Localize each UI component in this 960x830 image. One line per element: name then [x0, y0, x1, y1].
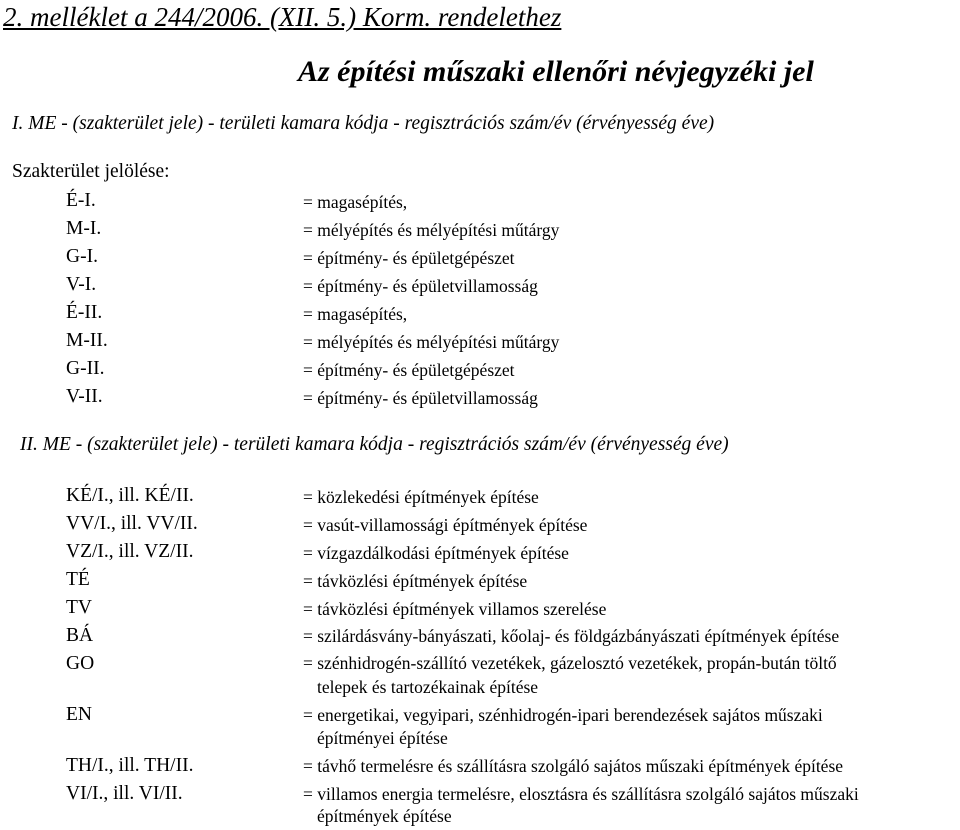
- section2-desc-continuation: építményei építése: [317, 728, 448, 748]
- section2-code: VZ/I., ill. VZ/II.: [66, 541, 194, 562]
- section2-code: TÉ: [66, 569, 90, 590]
- section2-code: GO: [66, 653, 95, 674]
- section1-desc: = mélyépítés és mélyépítési műtárgy: [303, 220, 560, 240]
- section2-code: VI/I., ill. VI/II.: [66, 783, 183, 804]
- section2-heading: II. ME - (szakterület jele) - területi kamara kódja - regisztrációs szám/év (érvényesség éve): [20, 434, 729, 455]
- section1-code: V-I.: [66, 274, 97, 295]
- section2-code: KÉ/I., ill. KÉ/II.: [66, 485, 194, 506]
- section2-desc: = szénhidrogén-szállító vezetékek, gázelosztó vezetékek, propán-bután töltő: [303, 653, 837, 673]
- section2-code: EN: [66, 704, 92, 725]
- section1-desc: = építmény- és épületvillamosság: [303, 276, 538, 296]
- section1-code: G-I.: [66, 246, 98, 267]
- section1-desc: = építmény- és épületgépészet: [303, 248, 515, 268]
- section2-desc-continuation: telepek és tartozékainak építése: [317, 677, 539, 697]
- section2-code: BÁ: [66, 625, 94, 646]
- section2-desc-continuation: építmények építése: [317, 806, 452, 826]
- annex-heading: 2. melléklet a 244/2006. (XII. 5.) Korm. rendelethez: [3, 2, 562, 32]
- section2-desc: = távközlési építmények építése: [303, 571, 528, 591]
- section2-desc: = vízgazdálkodási építmények építése: [303, 543, 569, 563]
- section2-code: VV/I., ill. VV/II.: [66, 513, 198, 534]
- section1-heading: I. ME - (szakterület jele) - területi kamara kódja - regisztrációs szám/év (érvényesség éve): [12, 113, 715, 134]
- section2-desc: = energetikai, vegyipari, szénhidrogén-ipari berendezések sajátos műszaki: [303, 705, 823, 725]
- document-title: Az építési műszaki ellenőri névjegyzéki jel: [298, 55, 814, 88]
- section1-code: M-II.: [66, 330, 108, 351]
- section2-code: TV: [66, 597, 92, 618]
- section1-code: É-I.: [66, 190, 96, 211]
- section1-desc: = építmény- és épületvillamosság: [303, 388, 538, 408]
- section2-desc: = szilárdásvány-bányászati, kőolaj- és földgázbányászati építmények építése: [303, 626, 840, 646]
- section1-code: V-II.: [66, 386, 103, 407]
- section1-desc: = építmény- és épületgépészet: [303, 360, 515, 380]
- section1-code: G-II.: [66, 358, 105, 379]
- section1-desc: = magasépítés,: [303, 304, 408, 324]
- section2-desc: = villamos energia termelésre, elosztásra és szállításra szolgáló sajátos műszaki: [303, 784, 859, 804]
- section2-desc: = közlekedési építmények építése: [303, 487, 539, 507]
- section1-desc: = magasépítés,: [303, 192, 408, 212]
- section2-desc: = vasút-villamossági építmények építése: [303, 515, 588, 535]
- section1-code: É-II.: [66, 302, 103, 323]
- section2-desc: = távhő termelésre és szállításra szolgáló sajátos műszaki építmények építése: [303, 756, 844, 776]
- section1-code: M-I.: [66, 218, 102, 239]
- section2-desc: = távközlési építmények villamos szerelése: [303, 599, 607, 619]
- area-label: Szakterület jelölése:: [12, 161, 170, 182]
- section1-desc: = mélyépítés és mélyépítési műtárgy: [303, 332, 560, 352]
- section2-code: TH/I., ill. TH/II.: [66, 755, 194, 776]
